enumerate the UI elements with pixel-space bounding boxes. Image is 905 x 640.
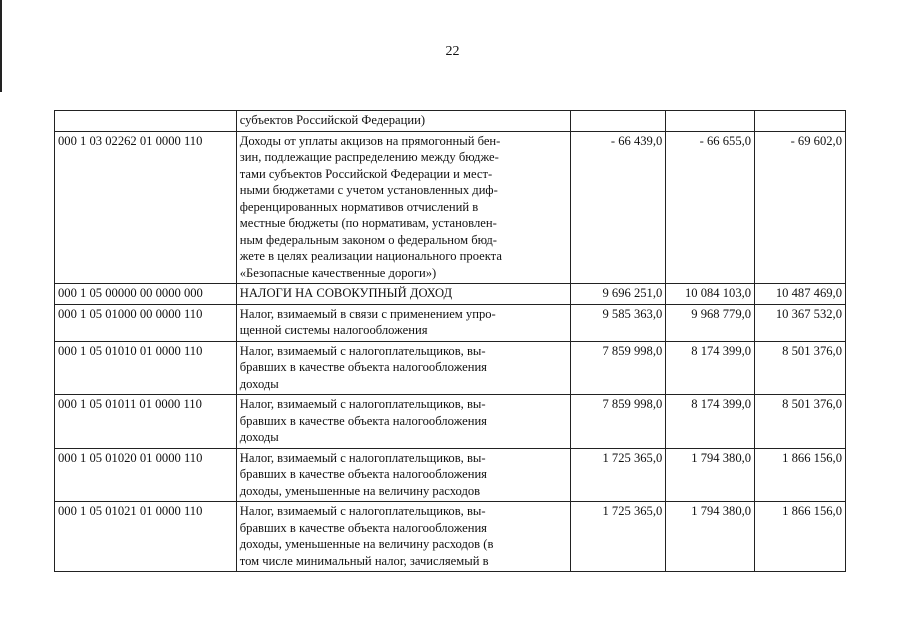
amount-2026: 1 866 156,0 bbox=[755, 448, 846, 502]
table-row bbox=[55, 111, 846, 132]
revenue-name bbox=[236, 395, 571, 449]
revenue-name-line: бравших в качестве объекта налогообложения bbox=[239, 413, 487, 428]
amount-2025: 1 794 380,0 bbox=[666, 502, 755, 572]
classification-code: 000 1 05 01011 01 0000 110 bbox=[55, 395, 237, 449]
revenue-name-line: НАЛОГИ НА СОВОКУПНЫЙ ДОХОД bbox=[239, 286, 453, 300]
amount-2026: - 69 602,0 bbox=[755, 131, 846, 284]
revenue-name-line: бравших в качестве объекта налогообложения bbox=[239, 467, 487, 481]
classification-code: 000 1 05 01010 01 0000 110 bbox=[55, 341, 237, 395]
table-row bbox=[55, 448, 846, 502]
table-row bbox=[55, 395, 846, 449]
amount-2026 bbox=[755, 111, 846, 132]
revenue-name-line: Налог, взимаемый с налогоплательщиков, вы- bbox=[239, 397, 486, 411]
revenue-table bbox=[54, 110, 846, 572]
revenue-name-line: доходы, уменьшенные на величину расходов (в bbox=[239, 537, 494, 551]
revenue-name-line: ным федеральным законом о федеральном бюд- bbox=[239, 232, 497, 247]
amount-2024: 1 725 365,0 bbox=[571, 448, 666, 502]
amount-2025 bbox=[666, 111, 755, 132]
revenue-name-line: субъектов Российской Федерации) bbox=[239, 113, 426, 127]
amount-2026: 10 367 532,0 bbox=[755, 304, 846, 341]
classification-code: 000 1 03 02262 01 0000 110 bbox=[55, 131, 237, 284]
revenue-name-line: ными бюджетами с учетом установленных диф- bbox=[239, 183, 498, 197]
revenue-name bbox=[236, 131, 571, 284]
amount-2026: 1 866 156,0 bbox=[755, 502, 846, 572]
revenue-name-line: «Безопасные качественные дороги») bbox=[239, 265, 437, 280]
amount-2025: 8 174 399,0 bbox=[666, 395, 755, 449]
revenue-name bbox=[236, 502, 571, 572]
amount-2024: 9 585 363,0 bbox=[571, 304, 666, 341]
amount-2026: 8 501 376,0 bbox=[755, 395, 846, 449]
revenue-name-line: ференцированных нормативов отчислений в bbox=[239, 199, 479, 214]
amount-2026: 8 501 376,0 bbox=[755, 341, 846, 395]
amount-2025: 8 174 399,0 bbox=[666, 341, 755, 395]
classification-code bbox=[55, 111, 237, 132]
classification-code: 000 1 05 01020 01 0000 110 bbox=[55, 448, 237, 502]
amount-2024 bbox=[571, 111, 666, 132]
amount-2024: 1 725 365,0 bbox=[571, 502, 666, 572]
revenue-name-line: зин, подлежащие распределению между бюдже- bbox=[239, 150, 499, 164]
amount-2024: 7 859 998,0 bbox=[571, 341, 666, 395]
amount-2025: 10 084 103,0 bbox=[666, 284, 755, 305]
revenue-name bbox=[236, 341, 571, 395]
revenue-name-line: доходы, уменьшенные на величину расходов bbox=[239, 483, 481, 498]
revenue-name bbox=[236, 304, 571, 341]
table-row bbox=[55, 341, 846, 395]
revenue-name-line: бравших в качестве объекта налогообложения bbox=[239, 360, 487, 374]
revenue-name bbox=[236, 284, 571, 305]
classification-code: 000 1 05 01000 00 0000 110 bbox=[55, 304, 237, 341]
revenue-name-line: Налог, взимаемый в связи с применением упро- bbox=[239, 306, 496, 321]
revenue-name-line: щенной системы налогообложения bbox=[239, 323, 428, 337]
table-row bbox=[55, 284, 846, 305]
amount-2024: - 66 439,0 bbox=[571, 131, 666, 284]
amount-2025: 1 794 380,0 bbox=[666, 448, 755, 502]
revenue-name-line: Налог, взимаемый с налогоплательщиков, вы- bbox=[239, 450, 486, 465]
table-row bbox=[55, 304, 846, 341]
revenue-name-line: том числе минимальный налог, зачисляемый в bbox=[239, 553, 489, 568]
revenue-name-line: доходы bbox=[239, 430, 279, 444]
revenue-name-line: тами субъектов Российской Федерации и мест- bbox=[239, 166, 493, 181]
revenue-name bbox=[236, 448, 571, 502]
revenue-name-line: жете в целях реализации национального проекта bbox=[239, 249, 502, 263]
classification-code: 000 1 05 00000 00 0000 000 bbox=[55, 284, 237, 305]
revenue-name-line: Налог, взимаемый с налогоплательщиков, вы- bbox=[239, 343, 486, 358]
revenue-name-line: Доходы от уплаты акцизов на прямогонный бен- bbox=[239, 133, 501, 148]
table-row bbox=[55, 131, 846, 284]
classification-code: 000 1 05 01021 01 0000 110 bbox=[55, 502, 237, 572]
amount-2025: - 66 655,0 bbox=[666, 131, 755, 284]
revenue-name-line: Налог, взимаемый с налогоплательщиков, вы- bbox=[239, 504, 486, 518]
revenue-name-line: доходы bbox=[239, 376, 279, 391]
table-row bbox=[55, 502, 846, 572]
revenue-name-line: бравших в качестве объекта налогообложения bbox=[239, 520, 487, 535]
revenue-name bbox=[236, 111, 571, 132]
revenue-table-body bbox=[55, 111, 846, 572]
amount-2024: 9 696 251,0 bbox=[571, 284, 666, 305]
amount-2026: 10 487 469,0 bbox=[755, 284, 846, 305]
revenue-name-line: местные бюджеты (по нормативам, установлен- bbox=[239, 216, 497, 230]
page-number: 22 bbox=[445, 44, 460, 59]
amount-2025: 9 968 779,0 bbox=[666, 304, 755, 341]
amount-2024: 7 859 998,0 bbox=[571, 395, 666, 449]
